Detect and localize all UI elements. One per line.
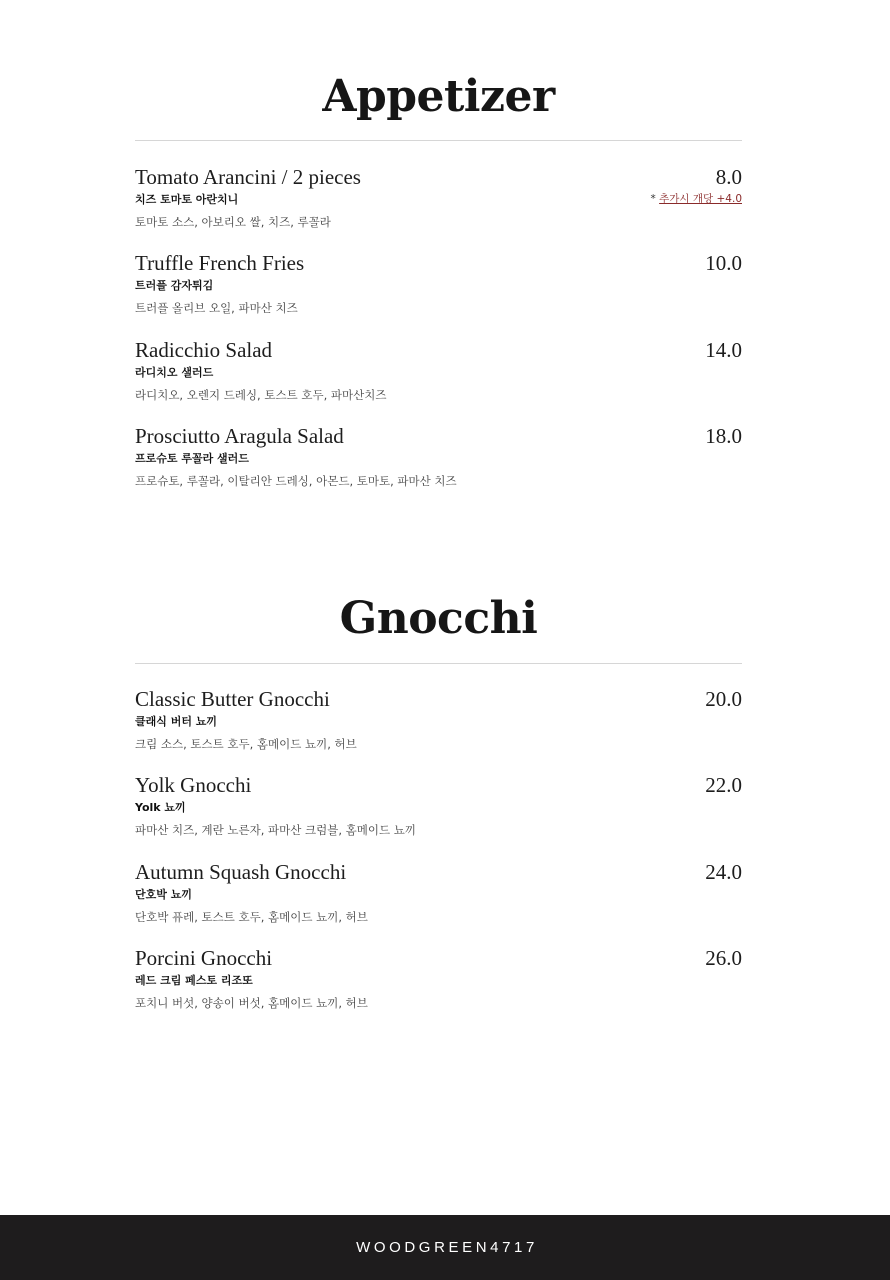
menu-item-autumn-squash-gnocchi [135,860,742,946]
menu-item-tomato-arancini [135,165,742,251]
item-price: 8.0 [715,165,742,189]
menu-item-porcini-gnocchi [135,946,742,1032]
item-price: 26.0 [705,946,742,971]
footer-bar [0,1215,890,1280]
item-price: 22.0 [705,773,742,798]
appetizer-section [135,67,742,511]
section-title-appetizer: Appetizer [322,71,555,122]
item-price: 10.0 [705,251,742,276]
gnocchi-section [135,589,742,1033]
menu-item-prosciutto-salad [135,424,742,510]
item-korean-name: 트러플 감자튀김 [135,279,214,293]
item-price: 14.0 [705,337,742,362]
item-korean-name: 클래식 버터 뇨끼 [135,715,218,728]
item-name: Yolk Gnocchi [135,773,252,798]
item-description: 크림 소스, 토스트 호두, 홈메이드 뇨끼, 허브 [135,737,357,751]
section-title-gnocchi: Gnocchi [339,593,538,644]
item-name: Radicchio Salad [135,337,273,362]
item-description: 단호박 퓨레, 토스트 호두, 홈메이드 뇨끼, 허브 [135,909,368,924]
item-name: Tomato Arancini / 2 pieces [135,165,361,189]
menu-item-classic-butter-gnocchi [135,687,742,773]
item-price: 18.0 [705,424,742,449]
item-korean-name: Yolk 뇨끼 [135,801,186,815]
item-korean-name: 프로슈토 루꼴라 샐러드 [135,452,249,466]
item-korean-name: 단호박 뇨끼 [135,887,192,901]
item-description: 포치니 버섯, 양송이 버섯, 홈메이드 뇨끼, 허브 [135,996,368,1011]
item-name: Truffle French Fries [135,251,305,276]
note-asterisk: * [650,193,660,205]
section-divider [135,140,742,141]
item-extra-note [651,192,742,206]
item-korean-name: 치즈 토마토 아란치니 [135,193,239,206]
menu-list-gnocchi [135,687,742,1033]
note-text: 추가시 개당 +4.0 [659,193,742,205]
item-name: Porcini Gnocchi [135,946,273,971]
section-divider [135,663,742,664]
menu-item-yolk-gnocchi [135,773,742,859]
item-name: Classic Butter Gnocchi [135,687,330,711]
menu-item-radicchio-salad [135,338,742,424]
item-price: 24.0 [705,859,742,884]
item-korean-name: 라디치오 샐러드 [135,365,214,379]
item-price: 20.0 [705,687,742,711]
item-name: Prosciutto Aragula Salad [135,424,344,449]
menu-list-appetizer [135,165,742,511]
item-korean-name: 레드 크림 페스토 리조또 [135,974,253,988]
item-description: 트러플 올리브 오일, 파마산 치즈 [135,301,298,316]
item-description: 파마산 치즈, 계란 노른자, 파마산 크럼블, 홈메이드 뇨끼 [135,823,416,838]
item-description: 라디치오, 오렌지 드레싱, 토스트 호두, 파마산치즈 [135,387,387,402]
item-name: Autumn Squash Gnocchi [135,859,347,884]
item-description: 프로슈토, 루꼴라, 이탈리안 드레싱, 아몬드, 토마토, 파마산 치즈 [135,474,457,489]
footer-brand-name: WOODGREEN4717 [356,1239,538,1256]
item-description: 토마토 소스, 아보리오 쌀, 치즈, 루꼴라 [135,215,331,229]
menu-item-truffle-fries [135,251,742,337]
